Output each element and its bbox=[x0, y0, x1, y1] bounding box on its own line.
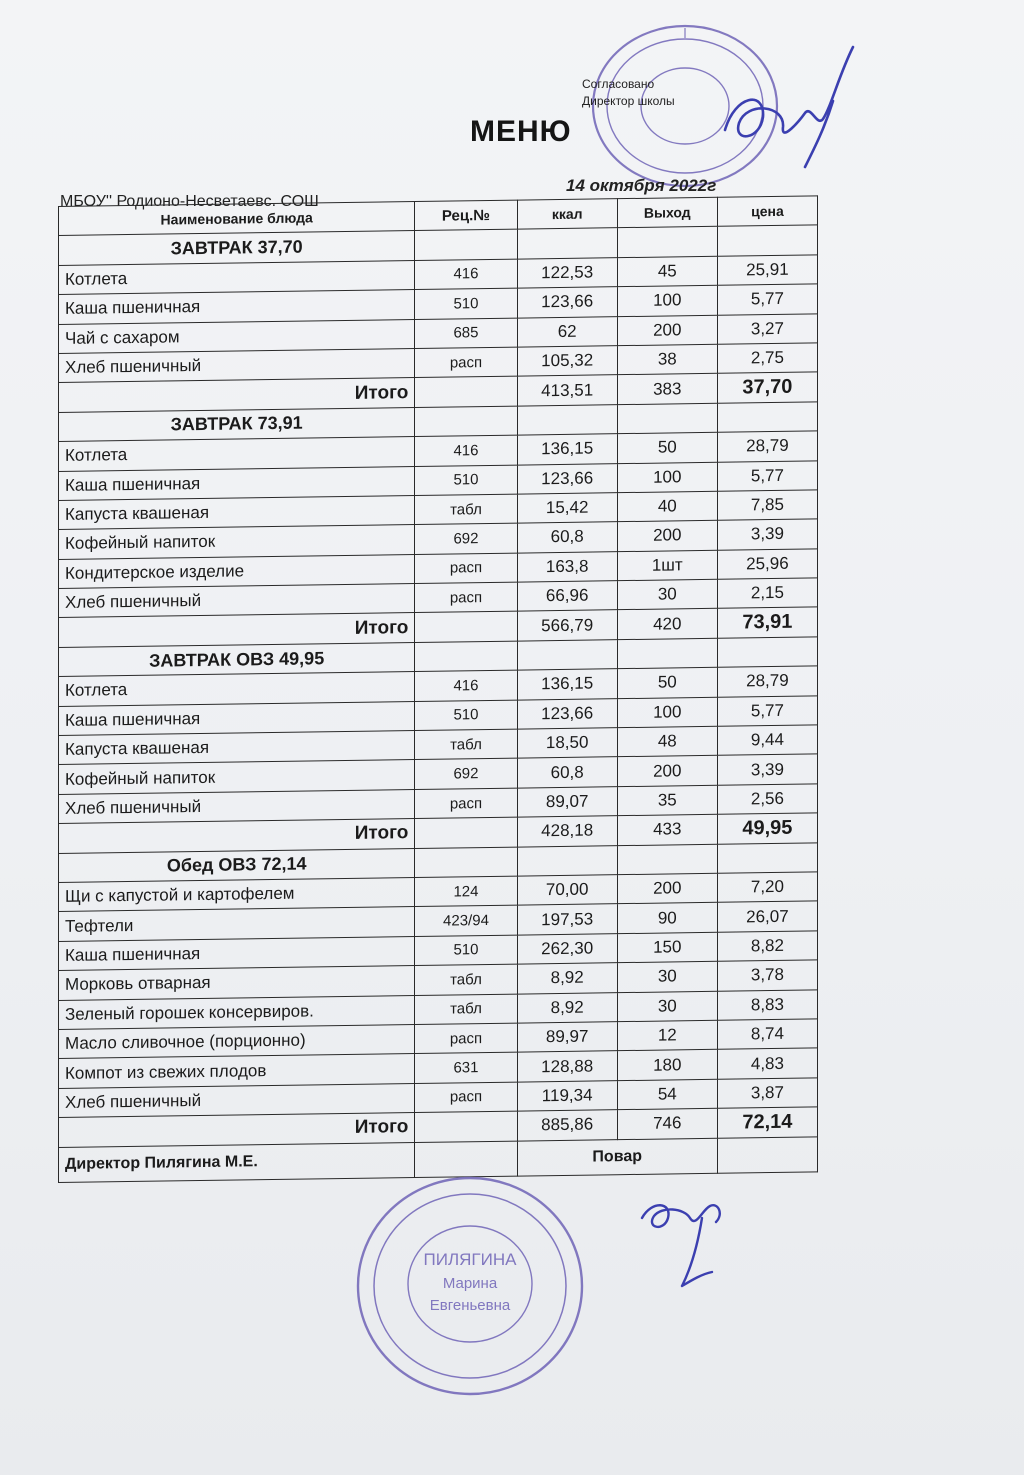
output-value: 12 bbox=[617, 1020, 717, 1051]
kcal-value: 89,07 bbox=[517, 787, 617, 818]
dish-name: Хлеб пшеничный bbox=[59, 348, 415, 382]
recipe-number: табл bbox=[415, 994, 517, 1025]
price-value: 9,44 bbox=[717, 725, 817, 756]
empty-cell bbox=[717, 637, 817, 668]
recipe-number: 510 bbox=[415, 465, 517, 496]
output-value: 200 bbox=[617, 873, 717, 904]
total-kcal: 885,86 bbox=[517, 1110, 617, 1141]
price-value: 28,79 bbox=[717, 666, 817, 697]
recipe-number: табл bbox=[415, 494, 517, 525]
price-value: 4,83 bbox=[717, 1048, 817, 1079]
dish-name: Чай с сахаром bbox=[59, 319, 415, 353]
dish-name: Хлеб пшеничный bbox=[59, 1083, 415, 1117]
kcal-value: 136,15 bbox=[517, 434, 617, 465]
price-value: 5,77 bbox=[717, 284, 817, 315]
dish-name: Капуста квашеная bbox=[59, 495, 415, 529]
kcal-value: 8,92 bbox=[517, 963, 617, 994]
recipe-number: расп bbox=[415, 347, 517, 378]
dish-name: Хлеб пшеничный bbox=[59, 584, 415, 618]
total-output: 383 bbox=[617, 374, 717, 405]
empty-cell bbox=[415, 406, 517, 437]
total-kcal: 428,18 bbox=[517, 816, 617, 847]
dish-name: Зеленый горошек консервиров. bbox=[59, 995, 415, 1029]
dish-name: Щи с капустой и картофелем bbox=[59, 878, 415, 912]
empty-cell bbox=[717, 402, 817, 433]
recipe-number: 416 bbox=[415, 259, 517, 290]
total-label: Итого bbox=[59, 613, 415, 647]
kcal-value: 89,97 bbox=[517, 1022, 617, 1053]
cook-label: Повар bbox=[517, 1138, 717, 1176]
recipe-number: 510 bbox=[415, 700, 517, 731]
price-value: 7,20 bbox=[717, 872, 817, 903]
output-value: 100 bbox=[617, 462, 717, 493]
recipe-number: 631 bbox=[415, 1052, 517, 1083]
kcal-value: 119,34 bbox=[517, 1080, 617, 1111]
kcal-value: 123,66 bbox=[517, 287, 617, 318]
recipe-number: 416 bbox=[415, 670, 517, 701]
empty-cell bbox=[415, 612, 517, 643]
kcal-value: 123,66 bbox=[517, 698, 617, 729]
output-value: 48 bbox=[617, 726, 717, 757]
recipe-number: 692 bbox=[415, 523, 517, 554]
cook-round-stamp bbox=[352, 1172, 588, 1400]
recipe-number: 124 bbox=[415, 876, 517, 907]
empty-cell bbox=[517, 404, 617, 435]
price-value: 8,74 bbox=[717, 1019, 817, 1050]
output-value: 35 bbox=[617, 785, 717, 816]
director-signature-top bbox=[705, 35, 885, 175]
output-value: 100 bbox=[617, 697, 717, 728]
empty-cell bbox=[415, 229, 517, 260]
empty-cell bbox=[617, 638, 717, 669]
dish-name: Котлета bbox=[59, 260, 415, 294]
recipe-number: 423/94 bbox=[415, 905, 517, 936]
price-value: 3,39 bbox=[717, 754, 817, 785]
price-value: 3,39 bbox=[717, 519, 817, 550]
empty-cell bbox=[717, 225, 817, 256]
kcal-value: 163,8 bbox=[517, 551, 617, 582]
total-price: 37,70 bbox=[717, 372, 817, 403]
output-value: 50 bbox=[617, 432, 717, 463]
recipe-number: 692 bbox=[415, 759, 517, 790]
output-value: 180 bbox=[617, 1050, 717, 1081]
dish-name: Капуста квашеная bbox=[59, 731, 415, 765]
total-output: 420 bbox=[617, 609, 717, 640]
section-title: ЗАВТРАК 37,70 bbox=[59, 231, 415, 265]
kcal-value: 123,66 bbox=[517, 463, 617, 494]
price-value: 2,56 bbox=[717, 784, 817, 815]
approval-line-2: Директор школы bbox=[582, 94, 675, 108]
price-value: 28,79 bbox=[717, 431, 817, 462]
output-value: 200 bbox=[617, 315, 717, 346]
dish-name: Каша пшеничная bbox=[59, 466, 415, 500]
total-price: 49,95 bbox=[717, 813, 817, 844]
total-output: 746 bbox=[617, 1108, 717, 1139]
stamp-first-name: Марина bbox=[442, 1275, 498, 1292]
total-label: Итого bbox=[59, 1113, 415, 1147]
price-value: 25,96 bbox=[717, 549, 817, 580]
approval-line-1: Согласовано bbox=[582, 77, 655, 91]
empty-cell bbox=[717, 842, 817, 873]
price-value: 25,91 bbox=[717, 255, 817, 286]
total-output: 433 bbox=[617, 814, 717, 845]
empty-cell bbox=[517, 845, 617, 876]
dish-name: Каша пшеничная bbox=[59, 290, 415, 324]
price-value: 7,85 bbox=[717, 490, 817, 521]
total-price: 72,14 bbox=[717, 1107, 817, 1138]
total-label: Итого bbox=[59, 378, 415, 412]
output-value: 200 bbox=[617, 521, 717, 552]
recipe-number: 510 bbox=[415, 935, 517, 966]
price-value: 2,75 bbox=[717, 343, 817, 374]
kcal-value: 60,8 bbox=[517, 757, 617, 788]
stamp-surname: ПИЛЯГИНА bbox=[423, 1250, 517, 1269]
cook-signature bbox=[632, 1188, 742, 1298]
price-value: 3,27 bbox=[717, 313, 817, 344]
price-value: 26,07 bbox=[717, 901, 817, 932]
empty-cell bbox=[415, 376, 517, 407]
kcal-value: 122,53 bbox=[517, 257, 617, 288]
output-value: 150 bbox=[617, 932, 717, 963]
menu-date: 14 октября 2022г bbox=[566, 176, 717, 195]
recipe-number: табл bbox=[415, 964, 517, 995]
approval-block bbox=[582, 76, 675, 110]
dish-name: Котлета bbox=[59, 672, 415, 706]
kcal-value: 105,32 bbox=[517, 346, 617, 377]
recipe-number: расп bbox=[415, 1082, 517, 1113]
recipe-number: расп bbox=[415, 1023, 517, 1054]
dish-name: Кофейный напиток bbox=[59, 525, 415, 559]
dish-name: Каша пшеничная bbox=[59, 701, 415, 735]
dish-name: Кондитерское изделие bbox=[59, 554, 415, 588]
price-value: 5,77 bbox=[717, 460, 817, 491]
output-value: 38 bbox=[617, 344, 717, 375]
output-value: 100 bbox=[617, 285, 717, 316]
kcal-value: 262,30 bbox=[517, 933, 617, 964]
school-name: МБОУ'' Родионо-Несветаевс. СОШ bbox=[60, 193, 319, 210]
empty-cell bbox=[517, 640, 617, 671]
recipe-number: расп bbox=[415, 582, 517, 613]
page-title: МЕНЮ bbox=[470, 115, 572, 148]
output-value: 30 bbox=[617, 579, 717, 610]
total-kcal: 413,51 bbox=[517, 375, 617, 406]
dish-name: Кофейный напиток bbox=[59, 760, 415, 794]
recipe-number: табл bbox=[415, 729, 517, 760]
column-header-name: Наименование блюда bbox=[59, 202, 415, 236]
dish-name: Хлеб пшеничный bbox=[59, 789, 415, 823]
output-value: 45 bbox=[617, 256, 717, 287]
output-value: 54 bbox=[617, 1079, 717, 1110]
output-value: 30 bbox=[617, 961, 717, 992]
total-price: 73,91 bbox=[717, 607, 817, 638]
empty-cell bbox=[617, 844, 717, 875]
section-title: ЗАВТРАК 73,91 bbox=[59, 407, 415, 441]
column-header-output: Выход bbox=[617, 197, 717, 228]
price-value: 3,87 bbox=[717, 1078, 817, 1109]
empty-cell bbox=[415, 641, 517, 672]
kcal-value: 136,15 bbox=[517, 669, 617, 700]
empty-cell bbox=[517, 228, 617, 259]
price-value: 3,78 bbox=[717, 960, 817, 991]
column-header-price: цена bbox=[717, 196, 817, 227]
recipe-number: 685 bbox=[415, 318, 517, 349]
empty-cell bbox=[415, 847, 517, 878]
kcal-value: 197,53 bbox=[517, 904, 617, 935]
recipe-number: расп bbox=[415, 788, 517, 819]
output-value: 90 bbox=[617, 903, 717, 934]
kcal-value: 60,8 bbox=[517, 522, 617, 553]
output-value: 50 bbox=[617, 668, 717, 699]
recipe-number: 510 bbox=[415, 288, 517, 319]
price-value: 8,83 bbox=[717, 989, 817, 1020]
dish-name: Котлета bbox=[59, 437, 415, 471]
kcal-value: 18,50 bbox=[517, 728, 617, 759]
kcal-value: 15,42 bbox=[517, 493, 617, 524]
dish-name: Морковь отварная bbox=[59, 966, 415, 1000]
recipe-number: 416 bbox=[415, 435, 517, 466]
kcal-value: 70,00 bbox=[517, 875, 617, 906]
section-title: ЗАВТРАК ОВЗ 49,95 bbox=[59, 642, 415, 676]
director-name: Директор Пилягина М.Е. bbox=[59, 1142, 415, 1182]
stamp-patronymic: Евгеньевна bbox=[429, 1297, 511, 1314]
output-value: 1шт bbox=[617, 550, 717, 581]
kcal-value: 66,96 bbox=[517, 581, 617, 612]
dish-name: Масло сливочное (порционно) bbox=[59, 1024, 415, 1058]
kcal-value: 8,92 bbox=[517, 992, 617, 1023]
output-value: 30 bbox=[617, 991, 717, 1022]
empty-cell bbox=[415, 817, 517, 848]
empty-cell bbox=[617, 403, 717, 434]
column-header-code: Рец.№ bbox=[415, 200, 517, 231]
output-value: 200 bbox=[617, 756, 717, 787]
empty-cell bbox=[717, 1136, 817, 1172]
output-value: 40 bbox=[617, 491, 717, 522]
column-header-kcal: ккал bbox=[517, 199, 617, 230]
empty-cell bbox=[617, 227, 717, 258]
dish-name: Компот из свежих плодов bbox=[59, 1054, 415, 1088]
price-value: 2,15 bbox=[717, 578, 817, 609]
dish-name: Каша пшеничная bbox=[59, 936, 415, 970]
menu-table bbox=[58, 195, 818, 1182]
dish-name: Тефтели bbox=[59, 907, 415, 941]
price-value: 8,82 bbox=[717, 931, 817, 962]
price-value: 5,77 bbox=[717, 696, 817, 727]
total-kcal: 566,79 bbox=[517, 610, 617, 641]
empty-cell bbox=[415, 1111, 517, 1142]
recipe-number: расп bbox=[415, 553, 517, 584]
kcal-value: 62 bbox=[517, 316, 617, 347]
section-title: Обед ОВЗ 72,14 bbox=[59, 848, 415, 882]
kcal-value: 128,88 bbox=[517, 1051, 617, 1082]
total-label: Итого bbox=[59, 819, 415, 853]
